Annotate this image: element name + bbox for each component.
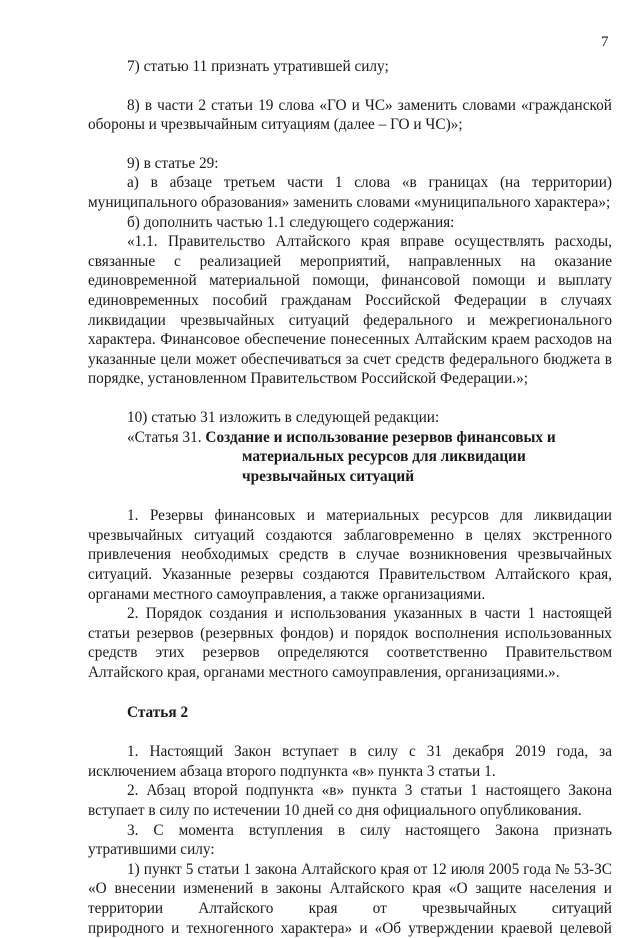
- quote-1-1-line-8: порядке, установленном Правительством Российской Федерации.»;: [88, 370, 529, 388]
- article-31-p1-line-4: ситуаций. Указанные резервы создаются Правительством Алтайского края,: [88, 566, 612, 584]
- article-31-p2-line-4: Алтайского края, органами местного самоуправления, организациями.».: [88, 664, 560, 682]
- article-31-p2-line-3: средств этих резервов определяются соответственно Правительством: [88, 644, 612, 662]
- article-2-p3-line-2: утратившими силу:: [88, 841, 215, 859]
- article-2-p4-line-3: территории Алтайского края от чрезвычайных ситуаций: [88, 899, 612, 917]
- quote-1-1-line-1: «1.1. Правительство Алтайского края вправе осуществлять расходы,: [127, 233, 612, 251]
- article-2-p1-line-2: исключением абзаца второго подпункта «в» пункта 3 статьи 1.: [88, 762, 496, 780]
- page-number: 7: [601, 34, 609, 50]
- item-9a-line-2: муниципального образования» заменить словами «муниципального характера»;: [88, 193, 611, 211]
- article-2-p2-line-1: 2. Абзац второй подпункта «в» пункта 3 статьи 1 настоящего Закона: [127, 782, 612, 800]
- article-2-heading-text: Статья 2: [127, 703, 189, 721]
- article-2-p1-line-1: 1. Настоящий Закон вступает в силу с 31 декабря 2019 года, за: [127, 743, 612, 761]
- item-9b: б) дополнить частью 1.1 следующего содержания:: [127, 213, 455, 231]
- item-9: 9) в статье 29:: [127, 154, 219, 172]
- article-31-label: «Статья 31.: [127, 428, 206, 446]
- quote-1-1-line-3: единовременной материальной помощи, финансовой помощи и выплату: [88, 272, 612, 290]
- article-2-p4-line-4: природного и техногенного характера» и «Об утверждении краевой целевой: [88, 919, 612, 937]
- article-31-p1-line-2: чрезвычайных ситуаций создаются заблаговременно в целях экстренного: [88, 526, 612, 544]
- article-31-p2-line-2: статьи резервов (резервных фондов) и порядок восполнения использованных: [88, 624, 612, 642]
- article-2-p4-line-1: 1) пункт 5 статьи 1 закона Алтайского края от 12 июля 2005 года № 53-ЗС: [127, 860, 612, 878]
- article-31-title-line-3: чрезвычайных ситуаций: [242, 467, 415, 485]
- item-10: 10) статью 31 изложить в следующей редакции:: [127, 408, 440, 426]
- article-31-p1-line-1: 1. Резервы финансовых и материальных ресурсов для ликвидации: [127, 507, 612, 525]
- article-2-p2-line-2: вступает в силу по истечении 10 дней со дня официального опубликования.: [88, 802, 582, 819]
- quote-1-1-line-2: связанные с реализацией мероприятий, направленных на оказание: [88, 252, 612, 270]
- article-31-p2-line-1: 2. Порядок создания и использования указанных в части 1 настоящей: [127, 605, 612, 623]
- article-31-title-line-1: Создание и использование резервов финансовых и: [205, 428, 556, 446]
- item-8-line-1: 8) в части 2 статьи 19 слова «ГО и ЧС» заменить словами «гражданской: [127, 96, 612, 114]
- article-31-heading: [127, 428, 612, 487]
- quote-1-1-line-7: указанные цели может обеспечиваться за счет средств федерального бюджета в: [88, 350, 612, 368]
- article-2-heading: [88, 703, 612, 723]
- article-31-p1-line-5: органами местного самоуправления, а также организациями.: [88, 585, 486, 603]
- article-31-p1-line-3: привлечения необходимых средств в случае возникновения чрезвычайных: [88, 546, 612, 564]
- document-body: [88, 57, 612, 938]
- item-8-line-2: обороны и чрезвычайным ситуациям (далее – ГО и ЧС)»;: [88, 116, 463, 134]
- quote-1-1-line-4: единовременных пособий гражданам Российской Федерации в случаях: [88, 291, 612, 309]
- item-7: 7) статью 11 признать утратившей силу;: [127, 58, 389, 75]
- quote-1-1-line-6: характера. Финансовое обеспечение понесенных Алтайским краем расходов на: [88, 331, 612, 349]
- quote-1-1-line-5: ликвидации чрезвычайных ситуаций федерального и межрегионального: [88, 311, 612, 329]
- item-9a-line-1: а) в абзаце третьем части 1 слова «в границах (на территории): [127, 174, 612, 192]
- article-2-p3-line-1: 3. С момента вступления в силу настоящего Закона признать: [127, 821, 612, 839]
- article-2-p4-line-2: «О внесении изменений в законы Алтайского края «О защите населения и: [88, 880, 612, 898]
- article-31-title-line-2: материальных ресурсов для ликвидации: [242, 448, 526, 466]
